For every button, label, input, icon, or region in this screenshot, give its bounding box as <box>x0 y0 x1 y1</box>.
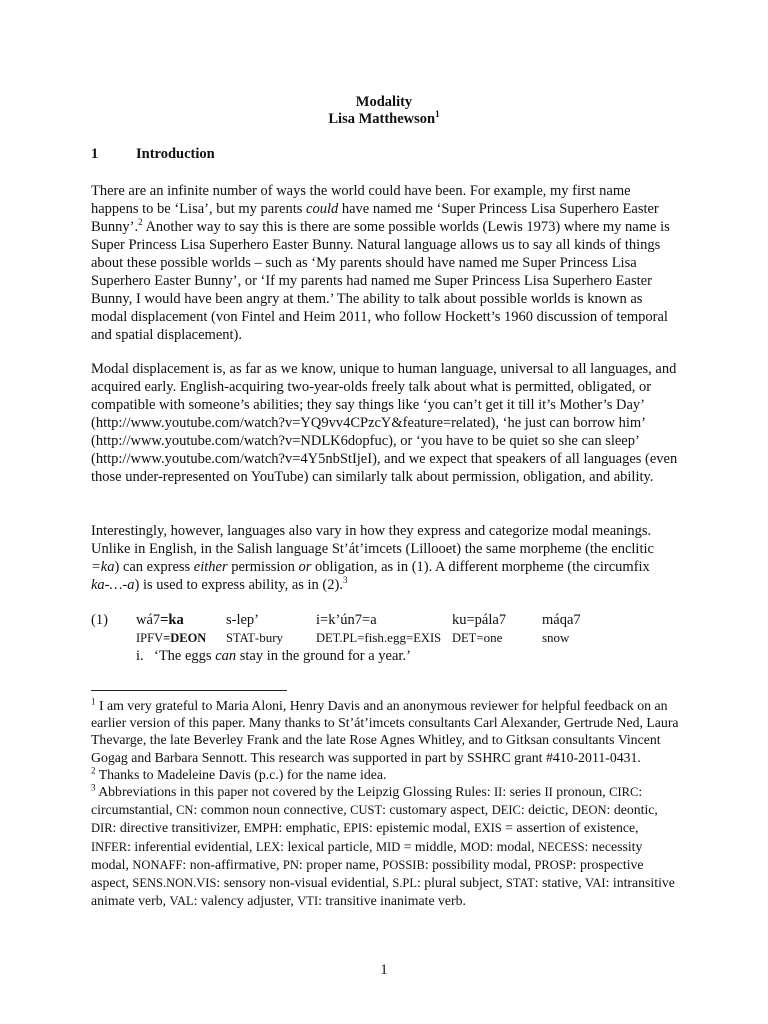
footnote-ref-2[interactable]: 2 <box>138 217 143 228</box>
page-number: 1 <box>380 962 388 978</box>
translation-label: i. <box>136 648 144 664</box>
abbreviation: INFER <box>91 839 128 854</box>
gloss-line <box>136 630 206 646</box>
abbreviation-definition: : transitive inanimate verb. <box>318 893 466 909</box>
section-number: 1 <box>91 146 99 162</box>
abbreviation: STAT <box>505 876 535 891</box>
translation-line <box>136 648 411 665</box>
author-name: Lisa Matthewson <box>328 111 436 127</box>
abbreviation: II <box>494 785 503 800</box>
gloss-line: snow <box>542 630 570 645</box>
abbreviation-definition: : valency adjuster, <box>193 893 298 909</box>
example-number: (1) <box>91 612 108 628</box>
abbreviation: S.PL <box>392 876 417 891</box>
footnote-3 <box>91 783 681 910</box>
abbreviation: PN <box>282 857 299 872</box>
gloss-text: =one <box>476 630 503 645</box>
abbreviation: DEIC <box>491 803 521 818</box>
abbreviation: PROSP <box>534 857 573 872</box>
paragraph-3 <box>91 522 681 594</box>
gloss-word: s-lep’ <box>226 612 260 628</box>
footnote-text: Thanks to Madeleine Davis (p.c.) for the name idea. <box>95 766 387 782</box>
abbreviation-definition: : lexical particle, <box>280 838 376 854</box>
gloss-word: ku=pála7 <box>452 612 507 628</box>
abbreviation: CN <box>176 803 194 818</box>
abbreviation-definition: = assertion of existence, <box>501 820 639 836</box>
text-run: Interestingly, however, languages also vary in how they express and categorize modal meanings. Unlike in English, in the Salish language St’át’imcets (Lillooet) the same morpheme (the enclitic <box>91 523 654 557</box>
gloss-abbr: STAT <box>226 631 255 645</box>
gloss-line <box>226 630 283 646</box>
abbreviation-definition: : necessity modal, <box>91 838 643 872</box>
emphasis: either <box>193 559 228 575</box>
emphasis: or <box>298 559 312 575</box>
footnote-ref-3[interactable]: 3 <box>342 575 348 586</box>
abbreviation: EMPH <box>243 821 279 836</box>
footnote-separator <box>91 690 287 691</box>
section-heading <box>91 146 215 163</box>
paragraph-2: Modal displacement is, as far as we know, unique to human language, universal to all languages, and acquired early. English-acquiring two-year-olds freely talk about what is permitted, obligated, or compatible with someone’s abilities; they say things like ‘you can’t get it till it’s Mother’s Day’ (http://www.youtube.com/watch?v=YQ9vv4CPzcY&feature=related), ‘he just can borrow him’ (http://www.youtube.com/watch?v=NDLK6dopfuc), or ‘you have to be quiet so she can sleep’ (http://www.youtube.com/watch?v=4Y5nbStIjeI), and we expect that speakers of all languages (even those under-represented on YouTube) can similarly talk about permission, obligation, and ability. <box>91 361 678 485</box>
abbreviation: EPIS <box>343 821 369 836</box>
text-run: ) can express <box>114 559 194 575</box>
author-line <box>0 111 768 128</box>
footnotes <box>91 697 681 910</box>
abbreviation-definition: pronoun, <box>552 784 610 800</box>
abbreviation-definition: : proper name, <box>298 856 383 872</box>
footnote-mark: 1 <box>91 696 96 707</box>
abbreviation-definition: = middle, <box>400 838 461 854</box>
paper-title: Modality <box>355 94 413 110</box>
abbreviation-definition: : deontic, <box>606 802 658 818</box>
gloss-text: =fish.egg= <box>357 630 414 645</box>
abbreviation-definition: : emphatic, <box>278 820 344 836</box>
footnote-1 <box>91 697 681 766</box>
abbreviation: DEON <box>571 803 607 818</box>
abbreviation-definition: : possibility modal, <box>424 856 535 872</box>
abbreviation-list <box>91 784 675 908</box>
paragraph-1 <box>91 182 681 344</box>
word-text: wá7 <box>136 612 161 628</box>
text-run: ‘The eggs <box>154 648 216 664</box>
abbreviation: EXIS <box>473 821 502 836</box>
abbreviation-definition: : deictic, <box>520 802 572 818</box>
abbreviation: DIR <box>91 821 113 836</box>
emphasis: can <box>215 648 237 664</box>
abbreviation-definition: : stative, <box>534 875 585 891</box>
abbreviation: SENS.NON.VIS <box>132 876 217 891</box>
abbreviation: MID <box>375 839 401 854</box>
gloss-word: i=k’ún7=a <box>316 612 377 628</box>
word-text-bold: =ka <box>160 612 184 628</box>
gloss-abbr: EXIS <box>413 631 442 645</box>
abbreviation-definition: : sensory non-visual evidential, <box>216 875 393 891</box>
emphasis: =ka <box>91 559 115 575</box>
footnote-2 <box>91 766 681 783</box>
abbreviation: MOD <box>460 839 490 854</box>
text-run: ) is used to express ability, as in (2). <box>134 577 343 593</box>
footnote-text: Abbreviations in this paper not covered by the Leipzig Glossing Rules: <box>95 784 495 800</box>
abbreviation: VTI <box>297 894 319 909</box>
abbreviation: LEX <box>255 839 281 854</box>
text-run: have named me ‘Super Princess Lisa Superhero Easter Bunny’. <box>91 201 659 235</box>
gloss-abbr: DET <box>452 631 477 645</box>
emphasis: ka-…-a <box>91 577 135 593</box>
emphasis: could <box>306 201 339 217</box>
gloss-text: -bury <box>254 630 284 645</box>
title-block <box>0 94 768 128</box>
abbreviation-definition: : series <box>502 784 545 800</box>
gloss-line <box>316 630 441 646</box>
abbreviation: II <box>544 785 553 800</box>
abbreviation-definition: : non-affirmative, <box>182 856 283 872</box>
abbreviation-definition: : epistemic modal, <box>368 820 474 836</box>
gloss-abbr: IPFV <box>136 631 164 645</box>
abbreviation: VAL <box>169 894 194 909</box>
text-run: obligation, as in (1). A different morpheme (the circumfix <box>311 559 650 575</box>
abbreviation: NECESS <box>538 839 585 854</box>
abbreviation-definition: : circumstantial, <box>91 784 643 818</box>
footnote-ref-1[interactable]: 1 <box>435 109 440 120</box>
gloss-abbr: DET.PL <box>316 631 358 645</box>
gloss-word: máqa7 <box>542 612 581 628</box>
abbreviation-definition: : common noun connective, <box>193 802 351 818</box>
abbreviation-definition: : customary aspect, <box>382 802 492 818</box>
abbreviation-definition: : prospective aspect, <box>91 856 644 891</box>
footnote-mark: 2 <box>91 765 96 776</box>
gloss-abbr: =DEON <box>163 631 207 645</box>
footnote-mark: 3 <box>91 782 96 793</box>
text-run: permission <box>227 559 299 575</box>
abbreviation-definition: : modal, <box>489 838 538 854</box>
gloss-line <box>452 630 502 646</box>
text-run: Another way to say this is there are some possible worlds (Lewis 1973) where my name is Super Princess Lisa Superhero Easter Bunny. Natural language allows us to say all kinds of things about these possible worlds – such as ‘My parents should have named me Super Princess Lisa Superhero Easter Bunny’, or ‘If my parents had named me Super Princess Lisa Superhero Easter Bunny, I would have been angry at them.’ The ability to talk about possible worlds is known as modal displacement (von Fintel and Heim 2011, who follow Hockett’s 1960 discussion of temporal and spatial displacement). <box>91 219 670 343</box>
abbreviation: CUST <box>350 803 383 818</box>
abbreviation: POSSIB <box>382 857 425 872</box>
abbreviation: CIRC <box>609 785 639 800</box>
abbreviation-definition: : inferential evidential, <box>127 838 256 854</box>
abbreviation: NONAFF <box>132 857 183 872</box>
abbreviation: VAI <box>584 876 606 891</box>
abbreviation-definition: : intransitive animate verb, <box>91 875 675 909</box>
abbreviation-definition: : plural subject, <box>416 875 506 891</box>
text-run: stay in the ground for a year.’ <box>236 648 411 664</box>
text-run: There are an infinite number of ways the world could have been. For example, my first name happens to be ‘Lisa’, but my parents <box>91 183 631 217</box>
footnote-text: I am very grateful to Maria Aloni, Henry Davis and an anonymous reviewer for helpful feedback on an earlier version of this paper. Many thanks to St’át’imcets consultants Carl Alexander, Gertrude Ned, Laura Thevarge, the late Beverley Frank and the late Rose Agnes Whitley, and to Gitksan consultants Vincent Gogag and Barbara Sennott. This research was supported in part by SSHRC grant #410-2011-0431. <box>91 698 679 765</box>
section-title: Introduction <box>136 146 215 162</box>
abbreviation-definition: : directive transitivizer, <box>112 820 244 836</box>
gloss-word <box>136 612 184 629</box>
